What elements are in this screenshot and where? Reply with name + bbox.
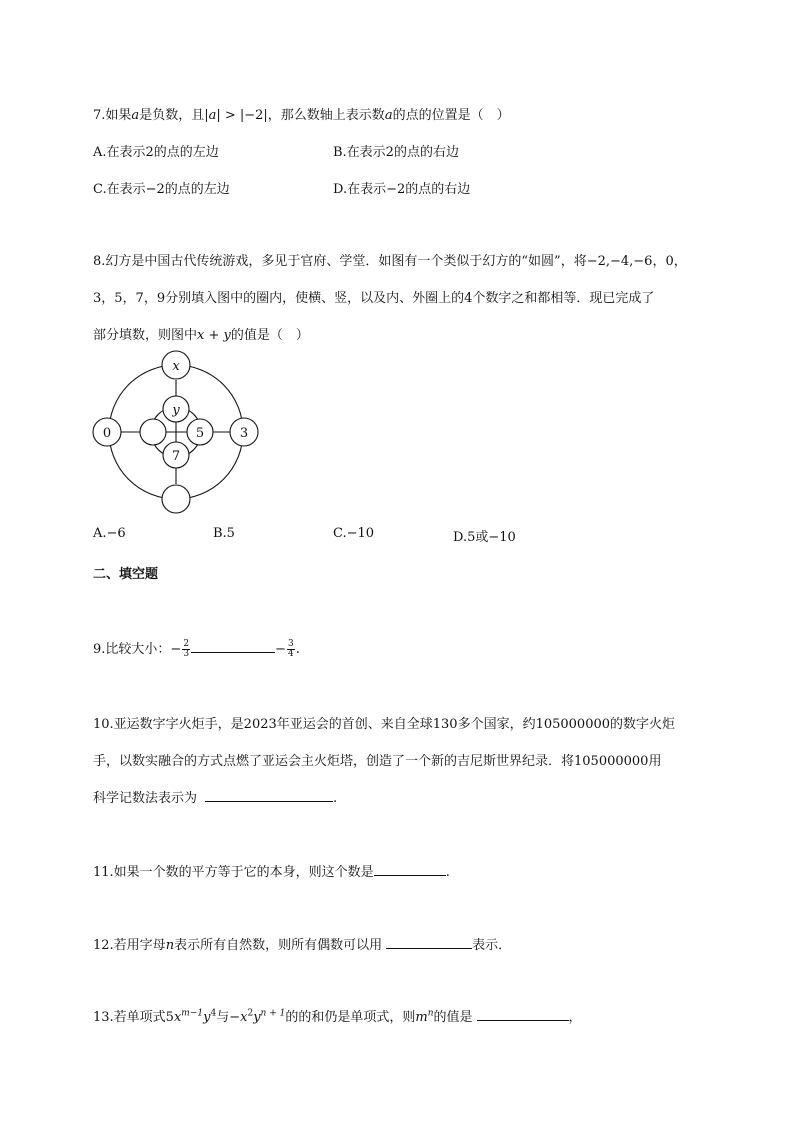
q8-option-a[interactable]: A.−6 xyxy=(93,526,126,541)
q8-option-b[interactable]: B.5 xyxy=(213,526,235,541)
q13-var: y xyxy=(203,1010,211,1025)
q12-answer-blank[interactable] xyxy=(386,936,472,949)
q13-var: x xyxy=(173,1010,182,1025)
q13-exponent: 4 xyxy=(210,1008,217,1019)
q8-stem-line2: 3，5，7，9分别填入图中的圈内，使横、竖，以及内、外圈上的4个数字之和都相等．现已完成了 xyxy=(93,291,655,306)
q12-var: n xyxy=(165,938,175,953)
q7-text: 是负数，且| xyxy=(139,108,209,123)
fraction-denominator: 4 xyxy=(287,649,294,659)
q13-exponent: 2 xyxy=(247,1008,254,1019)
node-right-label: 3 xyxy=(239,426,249,441)
q7-option-c[interactable]: C.在表示−2的点的左边 xyxy=(93,182,230,197)
q7-stem xyxy=(93,104,510,123)
node-bottom xyxy=(162,485,190,513)
q13-stem xyxy=(93,1006,582,1025)
q13-exponent: m−1 xyxy=(181,1008,204,1019)
q13-answer-blank[interactable] xyxy=(477,1008,569,1021)
q9-minus: − xyxy=(170,642,182,657)
q8-option-c[interactable]: C.−10 xyxy=(333,526,375,541)
q13-comma: ， xyxy=(568,1010,582,1025)
q10-text: 科学记数法表示为 xyxy=(93,791,198,806)
fraction-2-3 xyxy=(182,640,190,659)
q10-period: . xyxy=(333,791,338,806)
q10-line3 xyxy=(93,787,337,806)
q8-stem-line1: 8.幻方是中国古代传统游戏，多见于官府、学堂．如图有一个类似于幻方的“如圆”，将−2,−4,−6，0， xyxy=(93,254,687,269)
q9-period: . xyxy=(295,642,300,657)
q11-stem xyxy=(93,861,450,880)
q7-option-b[interactable]: B.在表示2的点的右边 xyxy=(333,145,459,160)
q10-line1: 10.亚运数字字火炬手，是2023年亚运会的首创、来自全球130多个国家，约105000000的数字火炬 xyxy=(93,717,676,732)
fraction-numerator: 2 xyxy=(183,639,190,649)
q8-text: 的值是（ ） xyxy=(230,328,309,343)
q13-var: y xyxy=(253,1010,261,1025)
node-inner-top-label: y xyxy=(172,403,180,418)
q11-answer-blank[interactable] xyxy=(374,863,446,876)
q10-answer-blank[interactable] xyxy=(205,789,333,802)
q8-var-x: x xyxy=(197,328,205,343)
node-inner-right-label: 5 xyxy=(195,426,205,441)
fraction-denominator: 3 xyxy=(183,649,190,659)
node-top-label: x xyxy=(172,359,180,374)
q13-exponent: n + 1 xyxy=(260,1008,286,1019)
q7-text: | > |−2|，那么数轴上表示数 xyxy=(216,108,385,123)
q9-minus: − xyxy=(275,642,286,657)
q11-period: . xyxy=(445,865,450,880)
q9-answer-blank[interactable] xyxy=(191,640,275,653)
q8-stem-line3 xyxy=(93,324,309,343)
q7-var: a xyxy=(131,108,140,123)
node-inner-left xyxy=(140,419,166,445)
section-heading: 二、填空题 xyxy=(93,567,159,582)
q12-text: 表示． xyxy=(472,938,512,953)
q12-text: 12.若用字母 xyxy=(93,938,166,953)
q7-option-a[interactable]: A.在表示2的点的左边 xyxy=(93,145,219,160)
fraction-3-4 xyxy=(287,640,295,659)
q13-text: 13.若单项式5 xyxy=(93,1010,174,1025)
q8-text: 部分填数，则图中 xyxy=(93,328,198,343)
q13-text: 的值是 xyxy=(433,1010,473,1025)
q7-text: 的点的位置是（ ） xyxy=(392,108,510,123)
fraction-numerator: 3 xyxy=(287,639,294,649)
q13-text: 与− xyxy=(216,1010,241,1025)
q12-text: 表示所有自然数，则所有偶数可以用 xyxy=(174,938,383,953)
q7-option-d[interactable]: D.在表示−2的点的右边 xyxy=(333,182,471,197)
magic-circle-figure xyxy=(90,350,270,515)
q7-var: a xyxy=(208,108,217,123)
node-inner-bottom-label: 7 xyxy=(171,449,181,464)
q13-text: 的的和仍是单项式，则 xyxy=(285,1010,416,1025)
q13-var: m xyxy=(415,1010,428,1025)
q9-stem xyxy=(93,638,300,659)
q13-var: x xyxy=(240,1010,248,1025)
q11-text: 11.如果一个数的平方等于它的本身，则这个数是 xyxy=(93,865,374,880)
q8-option-d[interactable]: D.5或−10 xyxy=(453,530,516,545)
q7-var: a xyxy=(384,108,393,123)
q7-text: 如果 xyxy=(105,108,132,123)
q9-text: 9.比较大小： xyxy=(93,642,171,657)
q7-number: 7. xyxy=(93,108,106,123)
q13-exponent: n xyxy=(427,1008,434,1019)
q12-stem xyxy=(93,934,511,953)
q8-var-y: y xyxy=(223,328,231,343)
q8-plus: + xyxy=(204,328,224,343)
q10-line2: 手，以数实融合的方式点燃了亚运会主火炬塔，创造了一个新的吉尼斯世界纪录．将105000000用 xyxy=(93,754,662,769)
node-left-label: 0 xyxy=(102,426,112,441)
